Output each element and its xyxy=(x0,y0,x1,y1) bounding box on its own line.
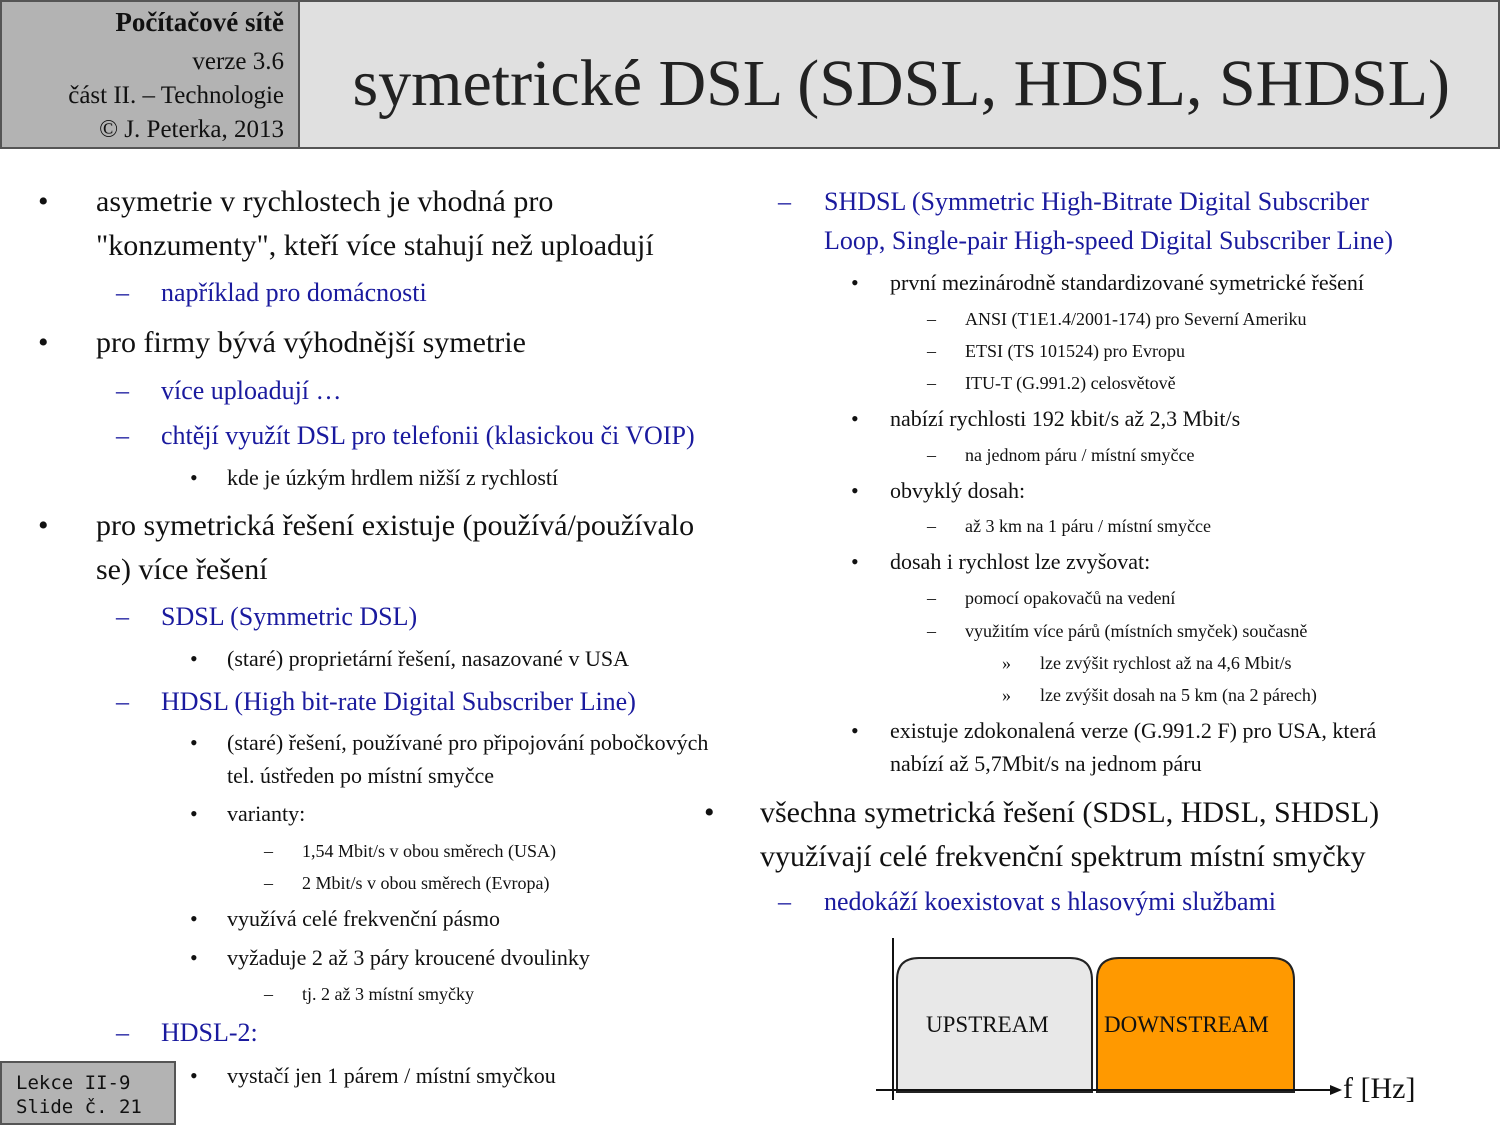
bullet-marker: • xyxy=(851,718,859,743)
item-shdsl-speed: nabízí rychlosti 192 kbit/s až 2,3 Mbit/s xyxy=(890,406,1241,431)
bullet-marker: • xyxy=(190,730,198,755)
bullet-marker: • xyxy=(190,945,198,970)
raquo-marker: » xyxy=(1002,653,1011,673)
course-info-box xyxy=(0,0,300,149)
sub-hdsl2: HDSL-2: xyxy=(161,1018,258,1047)
item-hdsl-pairs: vyžaduje 2 až 3 páry kroucené dvoulinky xyxy=(227,945,590,970)
dash-marker: – xyxy=(927,309,936,329)
dash-marker: – xyxy=(116,278,129,307)
bullet-marker: • xyxy=(704,796,715,829)
item-hdsl2-one-pair: vystačí jen 1 párem / místní smyčkou xyxy=(227,1063,556,1088)
bullet-marker: • xyxy=(190,646,198,671)
dash-marker: – xyxy=(264,841,273,861)
bullet-solutions-line1: pro symetrická řešení existuje (používá/používalo xyxy=(96,509,695,542)
increase-speed: lze zvýšit rychlost až na 4,6 Mbit/s xyxy=(1040,653,1292,673)
item-hdsl-variants: varianty: xyxy=(227,801,306,826)
sub-shdsl-line2: Loop, Single-pair High-speed Digital Subscriber Line) xyxy=(824,226,1393,255)
std-itu: ITU-T (G.991.2) celosvětově xyxy=(965,373,1176,393)
item-improved-line2: nabízí až 5,7Mbit/s na jednom páru xyxy=(890,751,1202,776)
increase-multiple-pairs: využitím více párů (místních smyček) současně xyxy=(965,621,1308,641)
dash-marker: – xyxy=(116,687,129,716)
bullet-marker: • xyxy=(851,478,859,503)
item-sdsl-proprietary: (staré) proprietární řešení, nasazované v USA xyxy=(227,646,629,671)
frequency-axis-label: f [Hz] xyxy=(1343,1072,1416,1105)
sub-sdsl: SDSL (Symmetric DSL) xyxy=(161,602,418,631)
bullet-marker: • xyxy=(851,270,859,295)
dash-marker: – xyxy=(778,187,791,216)
speed-note: na jednom páru / místní smyčce xyxy=(965,445,1195,465)
title-bar xyxy=(300,0,1500,149)
slide-number: Slide č. 21 xyxy=(16,1096,142,1118)
item-hdsl-old-line1: (staré) řešení, používané pro připojování pobočkových xyxy=(227,730,709,755)
raquo-marker: » xyxy=(1002,685,1011,705)
sub-no-voice: nedokáží koexistovat s hlasovými službami xyxy=(824,887,1277,916)
dash-marker: – xyxy=(927,588,936,608)
item-shdsl-standard: první mezinárodně standardizované symetrické řešení xyxy=(890,270,1365,295)
item-shdsl-reach: obvyklý dosah: xyxy=(890,478,1026,503)
bullet-marker: • xyxy=(190,906,198,931)
course-name: Počítačové sítě xyxy=(115,7,284,37)
sub-more-upload: více uploadují … xyxy=(161,376,342,405)
std-etsi: ETSI (TS 101524) pro Evropu xyxy=(965,341,1185,361)
bullet-marker: • xyxy=(190,801,198,826)
item-hdsl-full-band: využívá celé frekvenční pásmo xyxy=(227,906,501,931)
lesson-label: Lekce II-9 xyxy=(16,1072,131,1094)
item-hdsl-old-line2: tel. ústředen po místní smyčce xyxy=(227,763,494,788)
dash-marker: – xyxy=(264,984,273,1004)
sub-shdsl-line1: SHDSL (Symmetric High-Bitrate Digital Subscriber xyxy=(824,187,1369,216)
dash-marker: – xyxy=(927,445,936,465)
item-improved-line1: existuje zdokonalená verze (G.991.2 F) pro USA, která xyxy=(890,718,1377,743)
axis-arrow-icon xyxy=(1330,1085,1342,1095)
slide-title: symetrické DSL (SDSL, HDSL, SHDSL) xyxy=(352,47,1450,120)
bullet-marker: • xyxy=(38,509,49,542)
increase-reach: lze zvýšit dosah na 5 km (na 2 párech) xyxy=(1040,685,1317,705)
part-label: část II. – Technologie xyxy=(68,82,284,109)
dash-marker: – xyxy=(264,873,273,893)
dash-marker: – xyxy=(778,887,791,916)
std-ansi: ANSI (T1E1.4/2001-174) pro Severní Ameriku xyxy=(965,309,1307,329)
bullet-marker: • xyxy=(851,406,859,431)
reach-note: až 3 km na 1 páru / místní smyčce xyxy=(965,516,1211,536)
dash-marker: – xyxy=(927,341,936,361)
bullet-marker: • xyxy=(38,326,49,359)
sub-hdsl: HDSL (High bit-rate Digital Subscriber Line) xyxy=(161,687,636,716)
bullet-asymmetry-line2: "konzumenty", kteří více stahují než uploadují xyxy=(96,229,654,262)
dash-marker: – xyxy=(927,621,936,641)
item-shdsl-increase: dosah i rychlost lze zvyšovat: xyxy=(890,549,1151,574)
bullet-asymmetry-line1: asymetrie v rychlostech je vhodná pro xyxy=(96,185,554,218)
version-label: verze 3.6 xyxy=(192,48,284,75)
variant-europe: 2 Mbit/s v obou směrech (Evropa) xyxy=(302,873,550,893)
dash-marker: – xyxy=(116,602,129,631)
bullet-all-symmetric-line1: všechna symetrická řešení (SDSL, HDSL, SHDSL) xyxy=(760,796,1380,829)
item-bottleneck: kde je úzkým hrdlem nižší z rychlostí xyxy=(227,465,559,490)
item-hdsl-loops: tj. 2 až 3 místní smyčky xyxy=(302,984,474,1004)
bullet-all-symmetric-line2: využívají celé frekvenční spektrum místní smyčky xyxy=(760,840,1366,873)
copyright-label: © J. Peterka, 2013 xyxy=(99,116,284,143)
dash-marker: – xyxy=(927,516,936,536)
dash-marker: – xyxy=(116,376,129,405)
variant-usa: 1,54 Mbit/s v obou směrech (USA) xyxy=(302,841,556,861)
bullet-marker: • xyxy=(190,465,198,490)
bullet-marker: • xyxy=(38,185,49,218)
bullet-firms: pro firmy bývá výhodnější symetrie xyxy=(96,326,526,359)
upstream-label: UPSTREAM xyxy=(926,1012,1049,1037)
dash-marker: – xyxy=(116,1018,129,1047)
bullet-marker: • xyxy=(851,549,859,574)
dash-marker: – xyxy=(927,373,936,393)
bullet-marker: • xyxy=(190,1063,198,1088)
dash-marker: – xyxy=(116,421,129,450)
sub-telephony: chtějí využít DSL pro telefonii (klasickou či VOIP) xyxy=(161,421,695,450)
sub-home-users: například pro domácnosti xyxy=(161,278,427,307)
slide-footer xyxy=(0,1061,176,1125)
downstream-label: DOWNSTREAM xyxy=(1104,1012,1269,1037)
increase-repeaters: pomocí opakovačů na vedení xyxy=(965,588,1176,608)
bullet-solutions-line2: se) více řešení xyxy=(96,553,268,586)
